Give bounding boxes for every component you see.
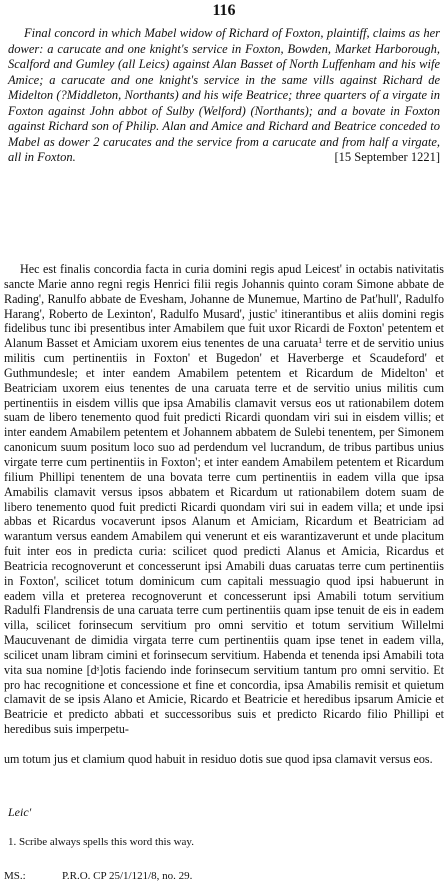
footnote: 1. Scribe always spells this word this way. [8,836,194,848]
latin-text-paragraph [4,262,444,737]
latin-text-part1: Hec est finalis concordia facta in curia domini regis apud Leicest' in octabis nativitatis sancte Marie anno regni regis Henrici filii regis Johannis quinto coram Simone abbate de Rading', Ranulfo abbate de Evesham, Johanne de Munemue, Martino de Pat'hull', Radulfo Harang', Roberto de Lexinton', Radulfo Musard', justic' itinerantibus et aliis domini regis fidelibus tunc ibi presentibus inter Amabilem que fuit uxor Ricardi de Foxton' petentem et Alanum Basset et Amiciam uxorem eius tenentes de una caruata [4,262,444,351]
place-label: Leic' [8,805,32,819]
latin-text-part2: terre et de servitio unius militis cum pertinentiis in Foxton' et Bugedon' et Haverberge et Scaudeford' et Guthmundesle; et inter eandem Amabilem petentem et Ricardum de Midelton' et Beatriciam uxorem eius tenentes de una caruata terre et de servitio unius militis cum pertinentiis in eisdem villis que ipsa Amabilis clamavit versus eos ut rationabilem dotem suam de libero tenemento quod fuit predicti Ricardi quondam viri sui in eisdem villis; et inter eandem Amabilem petentem et Johannem abbatem de Sulebi tenentem, per Simonem canonicum suum positum loco suo ad perdendum vel lucrandum, de tribus partibus unius virgate terre cum pertinentiis in Foxton'; et inter eandem Amabilem petentem et Ricardum filium Phillipi tenentem de una bovata terre cum pertinentiis in eadem villa que ipsa Amabilis clamavit versus ipsos abbatem et Ricardum ut rationabilem dotem suam de libero tenemento quod fuit predicti Ricardi quondam viri sui in eadem villa; et unde ipsi abbas et Ricardus vocaverunt ipsos Alanum et Amiciam, Ricardum et Beatriciam ad warantum versus eandem Amabilem qui venerunt et eis warantizaverunt et unde placitum fuit inter eos in predicta curia: scilicet quod predicti Alanus et Amicia, Ricardus et Beatricia recognoverunt et concesserunt ipsi Amabili duas caruatas terre cum pertinentiis in Foxton', scilicet totum dominicum cum capitali messuagio quod ipsi habuerunt in eadem villa et preterea recognoverunt et concesserunt ipsi Amabili totum servitium Radulfi Flandrensis de una caruata terre cum pertinentiis quam ipse tenuit de eis in eadem villa, scilicet forinsecum servitium pro omni servitio et totum servitium Willelmi Maucuvenant de dimidia virgata terre cum pertinentiis quam ipse tenet in eadem villa, scilicet unam libram cimini et forinsecum servitium. Habenda et tenenda ipsi Amabili tota vita sua nomine [dˢ]otis faciendo inde forinsecum servitium tantum pro omni servitio. Et pro hac recognitione et concessione et fine et concordia, ipsa Amabilis remisit et quietum clamavit de se ipsis Alano et Amicie, Ricardo et Beatricie et heredibus ipsarum Amicie et Beatricie et predicto abbati et successoribus suis et predicto Ricardo filio Phillipi et heredibus suis imperpetu- [4,336,444,737]
summary-text: Final concord in which Mabel widow of Richard of Foxton, plaintiff, claims as her dower: a carucate and one knight's service in Foxton, Bowden, Market Harborough, Scalford and Gumley (all Leics) against Alan Basset of North Luffenham and his wife Amice; a carucate and one knight's service in the same vills against Richard de Midelton (?Middleton, Northants) and his wife Beatrice; three quarters of a virgate in Foxton against John abbot of Sulby (Welford) (Northants); and a bovate in Foxton against Richard son of Philip. Alan and Amice and Richard and Beatrice conceded to Mabel as dower 2 carucates and the service from a carucate and from half a virgate, all in Foxton. [8,26,440,164]
ms-label: MS.: [4,870,26,882]
summary-date: [15 September 1221] [334,150,440,164]
manuscript-reference [4,870,304,882]
ms-reference: P.R.O. CP 25/1/121/8, no. 29. [62,870,193,882]
page-number: 116 [212,2,236,19]
summary-paragraph [8,26,440,166]
latin-text-ending: um totum jus et clamium quod habuit in residuo dotis sue quod ipsa clamavit versus eos. [4,752,433,766]
footnote-reference: 1 [318,336,323,346]
